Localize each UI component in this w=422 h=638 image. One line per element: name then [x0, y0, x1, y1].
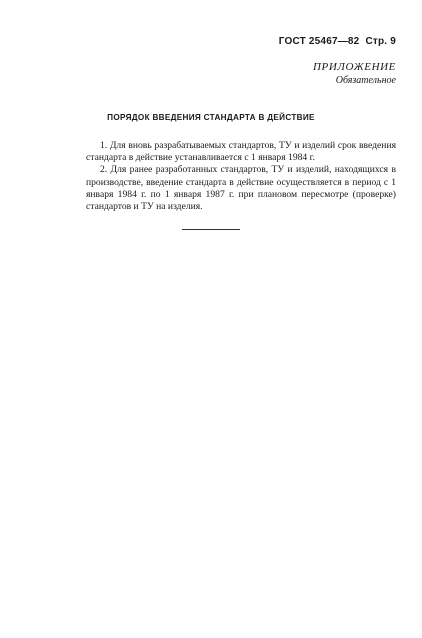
page-number: Стр. 9 [365, 36, 396, 47]
end-divider [182, 229, 240, 230]
section-heading: ПОРЯДОК ВВЕДЕНИЯ СТАНДАРТА В ДЕЙСТВИЕ [107, 113, 315, 122]
paragraph-1: 1. Для вновь разрабатываемых стандартов, ТУ и изделий срок введения стандарта в действие устанавливается с 1 января 1984 г. [86, 140, 396, 164]
body-text [86, 140, 396, 213]
appendix-subtitle: Обязательное [335, 75, 396, 86]
appendix-label [313, 60, 396, 88]
page-header [279, 36, 396, 47]
standard-number: ГОСТ 25467—82 [278, 36, 360, 47]
paragraph-2: 2. Для ранее разработанных стандартов, ТУ и изделий, находящихся в производстве, введение стандарта в действие осуществляется в период с 1 января 1984 г. по 1 января 1987 г. при плановом пересмотре (проверке) стандартов и ТУ на изделия. [86, 164, 396, 213]
appendix-title: ПРИЛОЖЕНИЕ [313, 61, 396, 73]
